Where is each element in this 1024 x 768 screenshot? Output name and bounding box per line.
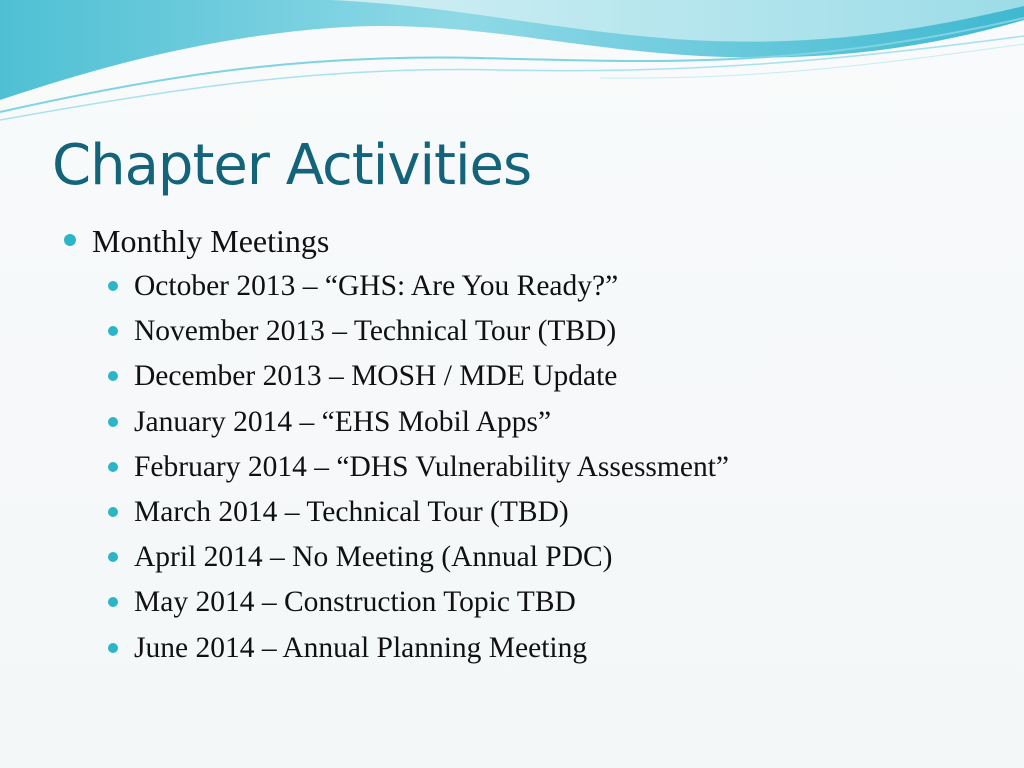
list-item <box>62 445 1002 490</box>
round-bullet-icon <box>108 507 118 517</box>
slide-title: Chapter Activities <box>52 133 532 198</box>
header-wave-decoration <box>0 0 1024 130</box>
bullet-text: Monthly Meetings <box>92 223 330 259</box>
round-bullet-icon <box>108 552 118 562</box>
list-item <box>62 535 1002 580</box>
list-item-text: February 2014 – “DHS Vulnerability Assessment” <box>134 450 729 483</box>
list-item-text: October 2013 – “GHS: Are You Ready?” <box>134 270 619 302</box>
list-item <box>62 580 1002 625</box>
round-bullet-icon <box>108 597 118 607</box>
list-item <box>62 490 1002 535</box>
list-item-text: January 2014 – “EHS Mobil Apps” <box>134 405 552 438</box>
round-bullet-icon <box>108 417 118 427</box>
list-item-text: November 2013 – Technical Tour (TBD) <box>134 315 617 348</box>
list-item-text: May 2014 – Construction Topic TBD <box>134 586 576 619</box>
list-item <box>62 309 1002 354</box>
list-item <box>62 400 1002 445</box>
round-bullet-icon <box>108 462 118 472</box>
list-item-text: December 2013 – MOSH / MDE Update <box>134 360 618 393</box>
round-bullet-icon <box>108 281 118 291</box>
meeting-list <box>62 264 1002 671</box>
list-item-text: June 2014 – Annual Planning Meeting <box>134 631 588 664</box>
slide-content <box>62 218 1002 671</box>
list-item <box>62 264 1002 309</box>
list-item <box>62 626 1002 671</box>
list-item <box>62 354 1002 399</box>
round-bullet-icon <box>108 326 118 336</box>
round-bullet-icon <box>108 643 118 653</box>
list-item-text: April 2014 – No Meeting (Annual PDC) <box>134 541 613 574</box>
bullet-monthly-meetings <box>62 218 1002 264</box>
round-bullet-icon <box>108 371 118 381</box>
round-bullet-icon <box>64 234 76 246</box>
list-item-text: March 2014 – Technical Tour (TBD) <box>134 496 569 529</box>
